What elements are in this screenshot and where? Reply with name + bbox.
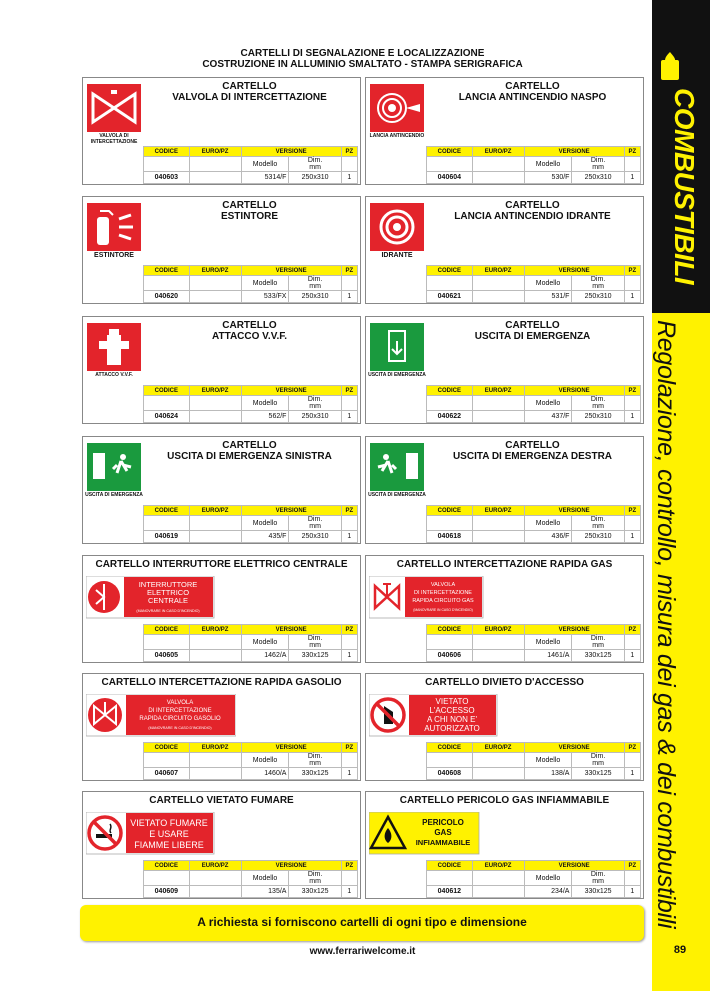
diesel-valve-sign-icon (86, 694, 236, 738)
col-versione: VERSIONE (241, 506, 341, 516)
col-versione: VERSIONE (241, 266, 341, 276)
col-codice: CODICE (427, 506, 473, 516)
col-euro: EURO/PZ (189, 743, 241, 753)
product-dim: 250x310 (572, 531, 624, 543)
flammable-gas-warning-sign-icon (369, 812, 519, 856)
col-versione: VERSIONE (241, 147, 341, 157)
card-title-line2: VALVOLA DI INTERCETTAZIONE (172, 92, 327, 103)
col-modello: Modello (241, 157, 289, 172)
card-title (143, 440, 356, 462)
product-code: 040621 (427, 291, 473, 303)
col-pz: PZ (341, 147, 357, 157)
product-table (426, 505, 641, 543)
card-title-line2: LANCIA ANTINCENDIO IDRANTE (454, 211, 611, 222)
col-pz: PZ (341, 506, 357, 516)
product-model: 138/A (524, 768, 572, 780)
col-modello: Modello (524, 157, 572, 172)
title-line-2: COSTRUZIONE IN ALLUMINIO SMALTATO - STAMPA SERIGRAFICA (202, 59, 523, 70)
product-dim: 330x125 (289, 650, 341, 662)
product-card-040618 (365, 436, 644, 544)
info-banner (80, 905, 644, 941)
product-pz: 1 (624, 768, 640, 780)
col-dim: Dim. mm (572, 157, 624, 172)
col-pz: PZ (341, 386, 357, 396)
card-title (426, 320, 639, 342)
col-euro: EURO/PZ (472, 861, 524, 871)
svg-text:(MANOVRARE IN CASO D'INCENDIO): (MANOVRARE IN CASO D'INCENDIO) (413, 608, 473, 612)
product-table (426, 742, 641, 780)
product-code: 040607 (144, 768, 190, 780)
col-dim: Dim. mm (572, 396, 624, 411)
product-pz: 1 (624, 411, 640, 423)
sign-caption: IDRANTE (381, 252, 413, 259)
card-title: CARTELLO DIVIETO D'ACCESSO (425, 677, 584, 688)
col-dim: Dim. mm (289, 276, 341, 291)
product-model: 135/A (241, 886, 289, 898)
col-modello: Modello (241, 396, 289, 411)
product-pz: 1 (341, 172, 357, 184)
col-codice: CODICE (144, 506, 190, 516)
product-pz: 1 (624, 886, 640, 898)
category-subtitle: Regolazione, controllo, misura dei gas & dei combustibili (652, 320, 680, 929)
col-codice: CODICE (427, 625, 473, 635)
col-euro: EURO/PZ (189, 625, 241, 635)
product-code: 040603 (144, 172, 190, 184)
col-codice: CODICE (144, 743, 190, 753)
product-table (426, 860, 641, 898)
product-pz: 1 (341, 531, 357, 543)
product-model: 436/F (524, 531, 572, 543)
col-dim: Dim. mm (289, 396, 341, 411)
svg-text:L'ACCESSO: L'ACCESSO (429, 706, 475, 715)
product-table (143, 385, 358, 423)
title-line-1: CARTELLI DI SEGNALAZIONE E LOCALIZZAZIONE (240, 48, 485, 59)
col-pz: PZ (624, 861, 640, 871)
card-title-line1: CARTELLO (222, 320, 277, 331)
col-pz: PZ (624, 506, 640, 516)
card-title-line1: CARTELLO (222, 200, 277, 211)
product-dim: 250x310 (289, 172, 341, 184)
card-title-line2: USCITA DI EMERGENZA DESTRA (452, 451, 613, 462)
col-modello: Modello (241, 635, 289, 650)
col-euro: EURO/PZ (189, 861, 241, 871)
col-pz: PZ (624, 266, 640, 276)
product-pz: 1 (624, 531, 640, 543)
product-model: 530/F (524, 172, 572, 184)
product-table (143, 505, 358, 543)
col-dim: Dim. mm (572, 871, 624, 886)
product-dim: 250x310 (572, 291, 624, 303)
col-euro: EURO/PZ (472, 386, 524, 396)
col-versione: VERSIONE (524, 506, 624, 516)
col-dim: Dim. mm (572, 635, 624, 650)
product-dim: 330x125 (572, 768, 624, 780)
product-code: 040606 (427, 650, 473, 662)
product-pz: 1 (624, 172, 640, 184)
card-title: CARTELLO INTERCETTAZIONE RAPIDA GAS (396, 559, 613, 570)
col-codice: CODICE (144, 861, 190, 871)
product-model: 531/F (524, 291, 572, 303)
gas-valve-sign-icon (369, 576, 519, 620)
col-euro: EURO/PZ (189, 266, 241, 276)
product-card-040603 (82, 77, 361, 185)
col-pz: PZ (341, 743, 357, 753)
card-title-line2: ATTACCO V.V.F. (211, 331, 287, 342)
product-pz: 1 (341, 411, 357, 423)
col-modello: Modello (241, 753, 289, 768)
col-versione: VERSIONE (241, 625, 341, 635)
col-euro: EURO/PZ (189, 386, 241, 396)
col-dim: Dim. mm (289, 157, 341, 172)
col-euro: EURO/PZ (189, 147, 241, 157)
product-table (426, 624, 641, 662)
product-card-040621 (365, 196, 644, 304)
no-entry-sign-icon (369, 694, 519, 738)
col-codice: CODICE (144, 266, 190, 276)
col-versione: VERSIONE (524, 386, 624, 396)
product-model: 435/F (241, 531, 289, 543)
product-code: 040612 (427, 886, 473, 898)
col-codice: CODICE (427, 743, 473, 753)
product-dim: 330x125 (289, 886, 341, 898)
product-card-040622 (365, 316, 644, 424)
col-dim: Dim. mm (572, 516, 624, 531)
product-table (143, 742, 358, 780)
col-pz: PZ (341, 266, 357, 276)
website-link[interactable]: www.ferrariwelcome.it (309, 946, 416, 957)
product-code: 040608 (427, 768, 473, 780)
product-dim: 250x310 (572, 411, 624, 423)
card-title-line1: CARTELLO (222, 81, 277, 92)
product-table (426, 385, 641, 423)
col-codice: CODICE (144, 386, 190, 396)
product-dim: 330x125 (572, 886, 624, 898)
sign-caption: USCITA DI EMERGENZA (368, 372, 426, 378)
col-pz: PZ (341, 625, 357, 635)
product-table (143, 265, 358, 303)
product-dim: 250x310 (572, 172, 624, 184)
col-modello: Modello (524, 396, 572, 411)
product-card-040620 (82, 196, 361, 304)
col-modello: Modello (524, 276, 572, 291)
product-dim: 250x310 (289, 531, 341, 543)
svg-text:GAS: GAS (434, 828, 452, 837)
product-dim: 330x125 (289, 768, 341, 780)
col-pz: PZ (624, 743, 640, 753)
col-versione: VERSIONE (241, 386, 341, 396)
product-pz: 1 (341, 291, 357, 303)
svg-text:VALVOLA: VALVOLA (166, 700, 194, 706)
col-pz: PZ (341, 861, 357, 871)
col-versione: VERSIONE (524, 625, 624, 635)
card-title (143, 200, 356, 222)
card-title-line1: CARTELLO (222, 440, 277, 451)
svg-text:DI INTERCETTAZIONE: DI INTERCETTAZIONE (148, 708, 212, 714)
col-euro: EURO/PZ (472, 625, 524, 635)
svg-text:INFIAMMABILE: INFIAMMABILE (415, 838, 471, 847)
svg-text:RAPIDA CIRCUITO GASOLIO: RAPIDA CIRCUITO GASOLIO (139, 716, 221, 722)
sign-caption: LANCIA ANTINCENDIO (369, 133, 425, 139)
product-model: 437/F (524, 411, 572, 423)
banner-text: A richiesta si forniscono cartelli di ogni tipo e dimensione (197, 915, 527, 929)
svg-text:(MANOVRARE IN CASO D'INCENDIO): (MANOVRARE IN CASO D'INCENDIO) (148, 726, 212, 730)
product-pz: 1 (341, 768, 357, 780)
svg-text:(MANOVRARE IN CASO D'INCENDIO): (MANOVRARE IN CASO D'INCENDIO) (136, 609, 200, 613)
product-table (143, 860, 358, 898)
product-pz: 1 (624, 650, 640, 662)
card-title (143, 81, 356, 103)
product-code: 040622 (427, 411, 473, 423)
product-pz: 1 (624, 291, 640, 303)
card-title (426, 81, 639, 103)
card-title: CARTELLO VIETATO FUMARE (149, 795, 294, 806)
card-title-line2: USCITA DI EMERGENZA (474, 331, 591, 342)
col-pz: PZ (624, 386, 640, 396)
svg-text:RAPIDA CIRCUITO GAS: RAPIDA CIRCUITO GAS (412, 598, 474, 604)
col-euro: EURO/PZ (472, 506, 524, 516)
col-pz: PZ (624, 147, 640, 157)
card-title-line1: CARTELLO (505, 320, 560, 331)
col-modello: Modello (524, 635, 572, 650)
card-title: CARTELLO INTERRUTTORE ELETTRICO CENTRALE (95, 559, 348, 570)
product-pz: 1 (341, 650, 357, 662)
col-dim: Dim. mm (289, 753, 341, 768)
col-versione: VERSIONE (524, 147, 624, 157)
product-model: 562/F (241, 411, 289, 423)
col-codice: CODICE (144, 147, 190, 157)
card-title (143, 320, 356, 342)
no-smoking-sign-icon (86, 812, 236, 856)
svg-text:VIETATO: VIETATO (435, 697, 469, 706)
page-number: 89 (673, 944, 687, 956)
product-card-040604 (365, 77, 644, 185)
col-dim: Dim. mm (289, 871, 341, 886)
product-card-040619 (82, 436, 361, 544)
category-label: COMBUSTIBILI (669, 88, 700, 285)
product-model: 533/FX (241, 291, 289, 303)
product-model: 1461/A (524, 650, 572, 662)
product-table (426, 146, 641, 184)
card-title: CARTELLO PERICOLO GAS INFIAMMABILE (399, 795, 610, 806)
product-table (426, 265, 641, 303)
col-versione: VERSIONE (524, 266, 624, 276)
col-versione: VERSIONE (524, 743, 624, 753)
col-versione: VERSIONE (241, 743, 341, 753)
card-title-line2: ESTINTORE (220, 211, 279, 222)
svg-text:CENTRALE: CENTRALE (147, 596, 189, 605)
col-euro: EURO/PZ (189, 506, 241, 516)
col-pz: PZ (624, 625, 640, 635)
svg-text:E USARE: E USARE (149, 829, 189, 839)
product-card-040608 (365, 673, 644, 781)
product-code: 040604 (427, 172, 473, 184)
svg-text:VIETATO FUMARE: VIETATO FUMARE (130, 818, 208, 828)
product-model: 1462/A (241, 650, 289, 662)
svg-text:VALVOLA: VALVOLA (430, 582, 456, 588)
col-modello: Modello (241, 871, 289, 886)
product-card-040606 (365, 555, 644, 663)
card-title (426, 200, 639, 222)
card-title-line1: CARTELLO (505, 200, 560, 211)
page-title (80, 48, 645, 70)
svg-text:INTERRUTTORE: INTERRUTTORE (138, 580, 198, 589)
sign-caption: USCITA DI EMERGENZA (368, 492, 426, 498)
col-dim: Dim. mm (289, 516, 341, 531)
col-codice: CODICE (427, 386, 473, 396)
product-model: 5314/F (241, 172, 289, 184)
col-euro: EURO/PZ (472, 147, 524, 157)
sign-caption: USCITA DI EMERGENZA (85, 492, 143, 498)
svg-text:FIAMME LIBERE: FIAMME LIBERE (134, 840, 204, 850)
svg-text:PERICOLO: PERICOLO (422, 818, 464, 827)
product-pz: 1 (341, 886, 357, 898)
electric-switch-sign-icon (86, 576, 236, 620)
product-code: 040605 (144, 650, 190, 662)
product-dim: 250x310 (289, 411, 341, 423)
product-model: 1460/A (241, 768, 289, 780)
col-dim: Dim. mm (289, 635, 341, 650)
sign-caption: ESTINTORE (94, 252, 134, 259)
sign-caption: ATTACCO V.V.F. (95, 372, 133, 378)
svg-text:ELETTRICO: ELETTRICO (146, 588, 190, 597)
sign-caption: VALVOLA DI INTERCETTAZIONE (90, 133, 138, 145)
product-table (143, 624, 358, 662)
card-title-line1: CARTELLO (505, 81, 560, 92)
product-dim: 250x310 (289, 291, 341, 303)
product-card-040624 (82, 316, 361, 424)
col-euro: EURO/PZ (472, 266, 524, 276)
product-card-040612 (365, 791, 644, 899)
card-title (426, 440, 639, 462)
col-codice: CODICE (427, 147, 473, 157)
card-title-line2: LANCIA ANTINCENDIO NASPO (458, 92, 607, 103)
col-modello: Modello (241, 516, 289, 531)
col-versione: VERSIONE (524, 861, 624, 871)
product-card-040607 (82, 673, 361, 781)
card-title: CARTELLO INTERCETTAZIONE RAPIDA GASOLIO (101, 677, 342, 688)
product-card-040605 (82, 555, 361, 663)
col-dim: Dim. mm (572, 276, 624, 291)
svg-text:A CHI NON E': A CHI NON E' (427, 715, 477, 724)
product-model: 234/A (524, 886, 572, 898)
product-code: 040609 (144, 886, 190, 898)
product-table (143, 146, 358, 184)
col-modello: Modello (241, 276, 289, 291)
col-versione: VERSIONE (241, 861, 341, 871)
flame-canister-icon (655, 50, 685, 84)
col-codice: CODICE (144, 625, 190, 635)
col-dim: Dim. mm (572, 753, 624, 768)
product-code: 040620 (144, 291, 190, 303)
svg-text:AUTORIZZATO: AUTORIZZATO (424, 724, 480, 733)
product-code: 040618 (427, 531, 473, 543)
svg-text:DI INTERCETTAZIONE: DI INTERCETTAZIONE (414, 590, 472, 596)
col-modello: Modello (524, 753, 572, 768)
product-dim: 330x125 (572, 650, 624, 662)
product-code: 040624 (144, 411, 190, 423)
col-modello: Modello (524, 871, 572, 886)
card-title-line2: USCITA DI EMERGENZA SINISTRA (167, 451, 332, 462)
col-codice: CODICE (427, 861, 473, 871)
col-euro: EURO/PZ (472, 743, 524, 753)
product-card-040609 (82, 791, 361, 899)
col-codice: CODICE (427, 266, 473, 276)
col-modello: Modello (524, 516, 572, 531)
product-code: 040619 (144, 531, 190, 543)
card-title-line1: CARTELLO (505, 440, 560, 451)
